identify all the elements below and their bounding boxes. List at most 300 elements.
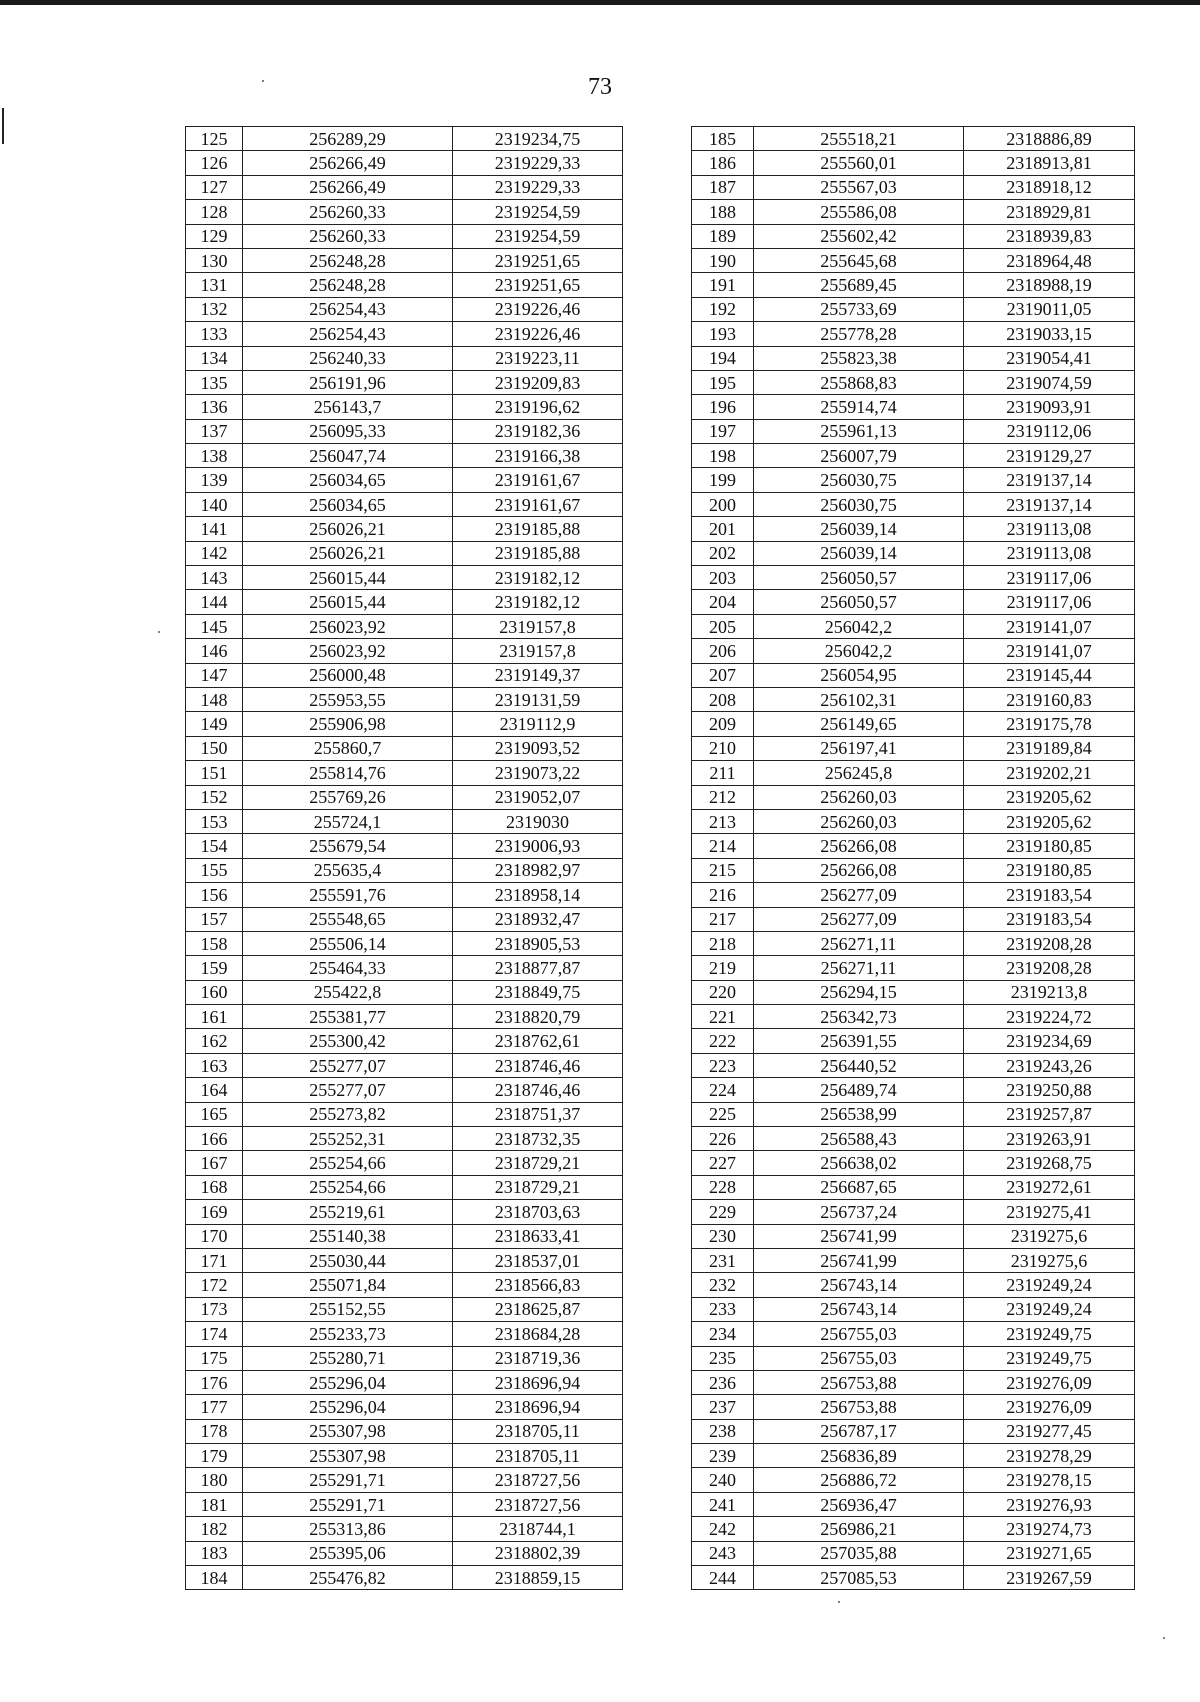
x-coordinate-cell: 256753,88 <box>754 1370 964 1394</box>
y-coordinate-cell: 2319202,21 <box>964 761 1135 785</box>
y-coordinate-cell: 2319141,07 <box>964 639 1135 663</box>
y-coordinate-cell: 2319249,24 <box>964 1273 1135 1297</box>
x-coordinate-cell: 256039,14 <box>754 517 964 541</box>
table-row <box>692 566 1135 590</box>
point-number-cell: 129 <box>186 224 243 248</box>
y-coordinate-cell: 2318762,61 <box>453 1029 623 1053</box>
y-coordinate-cell: 2319274,73 <box>964 1517 1135 1541</box>
table-row <box>186 1566 623 1590</box>
x-coordinate-cell: 256026,21 <box>243 517 453 541</box>
point-number-cell: 219 <box>692 956 754 980</box>
x-coordinate-cell: 256030,75 <box>754 492 964 516</box>
point-number-cell: 215 <box>692 858 754 882</box>
y-coordinate-cell: 2318684,28 <box>453 1322 623 1346</box>
point-number-cell: 154 <box>186 834 243 858</box>
y-coordinate-cell: 2319093,52 <box>453 736 623 760</box>
table-row <box>186 1102 623 1126</box>
x-coordinate-cell: 256000,48 <box>243 663 453 687</box>
table-row <box>692 809 1135 833</box>
point-number-cell: 231 <box>692 1248 754 1272</box>
point-number-cell: 237 <box>692 1395 754 1419</box>
point-number-cell: 180 <box>186 1468 243 1492</box>
y-coordinate-cell: 2318964,48 <box>964 248 1135 272</box>
y-coordinate-cell: 2319277,45 <box>964 1419 1135 1443</box>
x-coordinate-cell: 255291,71 <box>243 1492 453 1516</box>
y-coordinate-cell: 2319182,36 <box>453 419 623 443</box>
x-coordinate-cell: 256741,99 <box>754 1248 964 1272</box>
x-coordinate-cell: 255769,26 <box>243 785 453 809</box>
point-number-cell: 200 <box>692 492 754 516</box>
x-coordinate-cell: 255518,21 <box>754 127 964 151</box>
point-number-cell: 216 <box>692 883 754 907</box>
point-number-cell: 130 <box>186 248 243 272</box>
table-row <box>186 151 623 175</box>
x-coordinate-cell: 255591,76 <box>243 883 453 907</box>
y-coordinate-cell: 2319275,41 <box>964 1200 1135 1224</box>
point-number-cell: 229 <box>692 1200 754 1224</box>
x-coordinate-cell: 255277,07 <box>243 1078 453 1102</box>
point-number-cell: 241 <box>692 1492 754 1516</box>
x-coordinate-cell: 256102,31 <box>754 687 964 711</box>
table-row <box>692 541 1135 565</box>
y-coordinate-cell: 2319157,8 <box>453 614 623 638</box>
table-row <box>692 1566 1135 1590</box>
point-number-cell: 170 <box>186 1224 243 1248</box>
point-number-cell: 150 <box>186 736 243 760</box>
y-coordinate-cell: 2319268,75 <box>964 1151 1135 1175</box>
table-row <box>692 1029 1135 1053</box>
y-coordinate-cell: 2318705,11 <box>453 1419 623 1443</box>
x-coordinate-cell: 256007,79 <box>754 444 964 468</box>
table-row <box>186 1200 623 1224</box>
y-coordinate-cell: 2319113,08 <box>964 541 1135 565</box>
point-number-cell: 132 <box>186 297 243 321</box>
x-coordinate-cell: 256737,24 <box>754 1200 964 1224</box>
y-coordinate-cell: 2319117,06 <box>964 590 1135 614</box>
table-row <box>186 1078 623 1102</box>
y-coordinate-cell: 2318849,75 <box>453 980 623 1004</box>
point-number-cell: 230 <box>692 1224 754 1248</box>
y-coordinate-cell: 2319208,28 <box>964 956 1135 980</box>
y-coordinate-cell: 2319180,85 <box>964 834 1135 858</box>
x-coordinate-cell: 255961,13 <box>754 419 964 443</box>
y-coordinate-cell: 2318729,21 <box>453 1151 623 1175</box>
point-number-cell: 176 <box>186 1370 243 1394</box>
point-number-cell: 232 <box>692 1273 754 1297</box>
table-row <box>692 1224 1135 1248</box>
table-row <box>186 395 623 419</box>
x-coordinate-cell: 255254,66 <box>243 1175 453 1199</box>
x-coordinate-cell: 256054,95 <box>754 663 964 687</box>
y-coordinate-cell: 2319250,88 <box>964 1078 1135 1102</box>
x-coordinate-cell: 256391,55 <box>754 1029 964 1053</box>
x-coordinate-cell: 255273,82 <box>243 1102 453 1126</box>
y-coordinate-cell: 2319234,69 <box>964 1029 1135 1053</box>
point-number-cell: 225 <box>692 1102 754 1126</box>
x-coordinate-cell: 256787,17 <box>754 1419 964 1443</box>
x-coordinate-cell: 256149,65 <box>754 712 964 736</box>
y-coordinate-cell: 2319205,62 <box>964 809 1135 833</box>
table-row <box>186 1322 623 1346</box>
scan-speck <box>262 80 264 82</box>
point-number-cell: 235 <box>692 1346 754 1370</box>
x-coordinate-cell: 256753,88 <box>754 1395 964 1419</box>
y-coordinate-cell: 2319226,46 <box>453 297 623 321</box>
x-coordinate-cell: 256266,49 <box>243 151 453 175</box>
point-number-cell: 214 <box>692 834 754 858</box>
x-coordinate-cell: 257035,88 <box>754 1541 964 1565</box>
table-row <box>186 322 623 346</box>
y-coordinate-cell: 2319249,24 <box>964 1297 1135 1321</box>
y-coordinate-cell: 2318905,53 <box>453 931 623 955</box>
y-coordinate-cell: 2319160,83 <box>964 687 1135 711</box>
y-coordinate-cell: 2319275,6 <box>964 1224 1135 1248</box>
table-row <box>186 1541 623 1565</box>
x-coordinate-cell: 255679,54 <box>243 834 453 858</box>
table-row <box>692 395 1135 419</box>
coordinates-table-right <box>691 126 1135 1590</box>
y-coordinate-cell: 2318929,81 <box>964 200 1135 224</box>
x-coordinate-cell: 256015,44 <box>243 566 453 590</box>
y-coordinate-cell: 2319112,9 <box>453 712 623 736</box>
x-coordinate-cell: 256886,72 <box>754 1468 964 1492</box>
x-coordinate-cell: 256023,92 <box>243 639 453 663</box>
x-coordinate-cell: 256755,03 <box>754 1346 964 1370</box>
table-row <box>692 517 1135 541</box>
table-row <box>186 541 623 565</box>
table-row <box>692 834 1135 858</box>
table-row <box>186 175 623 199</box>
x-coordinate-cell: 256042,2 <box>754 614 964 638</box>
y-coordinate-cell: 2319182,12 <box>453 566 623 590</box>
table-row <box>692 663 1135 687</box>
point-number-cell: 137 <box>186 419 243 443</box>
point-number-cell: 187 <box>692 175 754 199</box>
point-number-cell: 204 <box>692 590 754 614</box>
x-coordinate-cell: 255868,83 <box>754 370 964 394</box>
y-coordinate-cell: 2318746,46 <box>453 1053 623 1077</box>
x-coordinate-cell: 255307,98 <box>243 1444 453 1468</box>
point-number-cell: 206 <box>692 639 754 663</box>
table-row <box>186 712 623 736</box>
x-coordinate-cell: 255906,98 <box>243 712 453 736</box>
table-row <box>692 1517 1135 1541</box>
table-row <box>186 566 623 590</box>
y-coordinate-cell: 2319254,59 <box>453 224 623 248</box>
table-row <box>692 1395 1135 1419</box>
y-coordinate-cell: 2318744,1 <box>453 1517 623 1541</box>
x-coordinate-cell: 256015,44 <box>243 590 453 614</box>
x-coordinate-cell: 256047,74 <box>243 444 453 468</box>
table-row <box>186 248 623 272</box>
y-coordinate-cell: 2319251,65 <box>453 248 623 272</box>
point-number-cell: 199 <box>692 468 754 492</box>
point-number-cell: 175 <box>186 1346 243 1370</box>
x-coordinate-cell: 256836,89 <box>754 1444 964 1468</box>
table-row <box>692 248 1135 272</box>
x-coordinate-cell: 256266,49 <box>243 175 453 199</box>
y-coordinate-cell: 2319234,75 <box>453 127 623 151</box>
x-coordinate-cell: 256143,7 <box>243 395 453 419</box>
y-coordinate-cell: 2318566,83 <box>453 1273 623 1297</box>
point-number-cell: 163 <box>186 1053 243 1077</box>
table-row <box>186 1005 623 1029</box>
y-coordinate-cell: 2319213,8 <box>964 980 1135 1004</box>
y-coordinate-cell: 2319276,09 <box>964 1370 1135 1394</box>
y-coordinate-cell: 2319131,59 <box>453 687 623 711</box>
y-coordinate-cell: 2318703,63 <box>453 1200 623 1224</box>
x-coordinate-cell: 257085,53 <box>754 1566 964 1590</box>
table-row <box>186 1248 623 1272</box>
y-coordinate-cell: 2319175,78 <box>964 712 1135 736</box>
x-coordinate-cell: 255733,69 <box>754 297 964 321</box>
x-coordinate-cell: 255476,82 <box>243 1566 453 1590</box>
table-row <box>692 127 1135 151</box>
x-coordinate-cell: 256095,33 <box>243 419 453 443</box>
x-coordinate-cell: 256489,74 <box>754 1078 964 1102</box>
point-number-cell: 133 <box>186 322 243 346</box>
x-coordinate-cell: 256240,33 <box>243 346 453 370</box>
table-row <box>186 419 623 443</box>
table-row <box>186 687 623 711</box>
table-row <box>692 1273 1135 1297</box>
point-number-cell: 158 <box>186 931 243 955</box>
table-row <box>692 956 1135 980</box>
y-coordinate-cell: 2319251,65 <box>453 273 623 297</box>
point-number-cell: 169 <box>186 1200 243 1224</box>
x-coordinate-cell: 256050,57 <box>754 590 964 614</box>
y-coordinate-cell: 2319249,75 <box>964 1322 1135 1346</box>
table-row <box>186 883 623 907</box>
y-coordinate-cell: 2319149,37 <box>453 663 623 687</box>
table-row <box>186 956 623 980</box>
point-number-cell: 217 <box>692 907 754 931</box>
point-number-cell: 226 <box>692 1127 754 1151</box>
y-coordinate-cell: 2319030 <box>453 809 623 833</box>
point-number-cell: 221 <box>692 1005 754 1029</box>
point-number-cell: 244 <box>692 1566 754 1590</box>
y-coordinate-cell: 2319161,67 <box>453 468 623 492</box>
y-coordinate-cell: 2319196,62 <box>453 395 623 419</box>
point-number-cell: 159 <box>186 956 243 980</box>
y-coordinate-cell: 2319129,27 <box>964 444 1135 468</box>
y-coordinate-cell: 2318746,46 <box>453 1078 623 1102</box>
point-number-cell: 222 <box>692 1029 754 1053</box>
x-coordinate-cell: 255953,55 <box>243 687 453 711</box>
table-row <box>186 809 623 833</box>
table-row <box>692 1297 1135 1321</box>
table-row <box>692 614 1135 638</box>
x-coordinate-cell: 256294,15 <box>754 980 964 1004</box>
x-coordinate-cell: 255724,1 <box>243 809 453 833</box>
point-number-cell: 178 <box>186 1419 243 1443</box>
y-coordinate-cell: 2318537,01 <box>453 1248 623 1272</box>
point-number-cell: 142 <box>186 541 243 565</box>
point-number-cell: 161 <box>186 1005 243 1029</box>
y-coordinate-cell: 2319074,59 <box>964 370 1135 394</box>
point-number-cell: 220 <box>692 980 754 1004</box>
point-number-cell: 140 <box>186 492 243 516</box>
table-row <box>186 1492 623 1516</box>
point-number-cell: 201 <box>692 517 754 541</box>
point-number-cell: 191 <box>692 273 754 297</box>
x-coordinate-cell: 256743,14 <box>754 1273 964 1297</box>
table-row <box>692 1151 1135 1175</box>
x-coordinate-cell: 256260,33 <box>243 200 453 224</box>
table-row <box>692 1346 1135 1370</box>
y-coordinate-cell: 2318932,47 <box>453 907 623 931</box>
point-number-cell: 203 <box>692 566 754 590</box>
table-row <box>186 1273 623 1297</box>
x-coordinate-cell: 256271,11 <box>754 931 964 955</box>
x-coordinate-cell: 255602,42 <box>754 224 964 248</box>
point-number-cell: 152 <box>186 785 243 809</box>
point-number-cell: 184 <box>186 1566 243 1590</box>
point-number-cell: 174 <box>186 1322 243 1346</box>
x-coordinate-cell: 256271,11 <box>754 956 964 980</box>
table-row <box>186 980 623 1004</box>
table-row <box>692 1419 1135 1443</box>
x-coordinate-cell: 255586,08 <box>754 200 964 224</box>
y-coordinate-cell: 2319271,65 <box>964 1541 1135 1565</box>
table-row <box>692 346 1135 370</box>
x-coordinate-cell: 256588,43 <box>754 1127 964 1151</box>
table-row <box>186 834 623 858</box>
y-coordinate-cell: 2319117,06 <box>964 566 1135 590</box>
table-row <box>186 1224 623 1248</box>
table-row <box>692 492 1135 516</box>
table-row <box>692 322 1135 346</box>
point-number-cell: 179 <box>186 1444 243 1468</box>
y-coordinate-cell: 2319263,91 <box>964 1127 1135 1151</box>
table-row <box>186 590 623 614</box>
point-number-cell: 190 <box>692 248 754 272</box>
y-coordinate-cell: 2319276,09 <box>964 1395 1135 1419</box>
point-number-cell: 210 <box>692 736 754 760</box>
point-number-cell: 228 <box>692 1175 754 1199</box>
x-coordinate-cell: 255381,77 <box>243 1005 453 1029</box>
table-row <box>186 1127 623 1151</box>
point-number-cell: 240 <box>692 1468 754 1492</box>
point-number-cell: 131 <box>186 273 243 297</box>
y-coordinate-cell: 2319112,06 <box>964 419 1135 443</box>
point-number-cell: 134 <box>186 346 243 370</box>
y-coordinate-cell: 2318696,94 <box>453 1395 623 1419</box>
table-row <box>692 785 1135 809</box>
table-row <box>186 370 623 394</box>
x-coordinate-cell: 256248,28 <box>243 273 453 297</box>
x-coordinate-cell: 256289,29 <box>243 127 453 151</box>
y-coordinate-cell: 2319208,28 <box>964 931 1135 955</box>
table-row <box>692 1541 1135 1565</box>
point-number-cell: 164 <box>186 1078 243 1102</box>
table-row <box>186 639 623 663</box>
table-row <box>692 761 1135 785</box>
x-coordinate-cell: 255219,61 <box>243 1200 453 1224</box>
point-number-cell: 128 <box>186 200 243 224</box>
point-number-cell: 172 <box>186 1273 243 1297</box>
x-coordinate-cell: 256936,47 <box>754 1492 964 1516</box>
x-coordinate-cell: 256191,96 <box>243 370 453 394</box>
y-coordinate-cell: 2318886,89 <box>964 127 1135 151</box>
y-coordinate-cell: 2319267,59 <box>964 1566 1135 1590</box>
table-row <box>692 151 1135 175</box>
x-coordinate-cell: 255254,66 <box>243 1151 453 1175</box>
table-row <box>692 931 1135 955</box>
table-row <box>186 761 623 785</box>
point-number-cell: 223 <box>692 1053 754 1077</box>
x-coordinate-cell: 256638,02 <box>754 1151 964 1175</box>
point-number-cell: 160 <box>186 980 243 1004</box>
x-coordinate-cell: 256197,41 <box>754 736 964 760</box>
x-coordinate-cell: 256743,14 <box>754 1297 964 1321</box>
point-number-cell: 153 <box>186 809 243 833</box>
x-coordinate-cell: 256687,65 <box>754 1175 964 1199</box>
y-coordinate-cell: 2318732,35 <box>453 1127 623 1151</box>
scan-speck <box>838 1601 840 1603</box>
point-number-cell: 193 <box>692 322 754 346</box>
point-number-cell: 181 <box>186 1492 243 1516</box>
x-coordinate-cell: 255252,31 <box>243 1127 453 1151</box>
table-row <box>692 175 1135 199</box>
table-row <box>692 273 1135 297</box>
y-coordinate-cell: 2319011,05 <box>964 297 1135 321</box>
x-coordinate-cell: 255296,04 <box>243 1370 453 1394</box>
y-coordinate-cell: 2318696,94 <box>453 1370 623 1394</box>
point-number-cell: 233 <box>692 1297 754 1321</box>
table-row <box>692 468 1135 492</box>
point-number-cell: 125 <box>186 127 243 151</box>
x-coordinate-cell: 256986,21 <box>754 1517 964 1541</box>
y-coordinate-cell: 2319166,38 <box>453 444 623 468</box>
table-row <box>186 273 623 297</box>
y-coordinate-cell: 2319278,29 <box>964 1444 1135 1468</box>
point-number-cell: 157 <box>186 907 243 931</box>
point-number-cell: 143 <box>186 566 243 590</box>
table-row <box>186 614 623 638</box>
y-coordinate-cell: 2318982,97 <box>453 858 623 882</box>
point-number-cell: 195 <box>692 370 754 394</box>
point-number-cell: 212 <box>692 785 754 809</box>
table-row <box>692 712 1135 736</box>
scan-speck <box>158 631 160 633</box>
table-row <box>186 444 623 468</box>
x-coordinate-cell: 255300,42 <box>243 1029 453 1053</box>
point-number-cell: 236 <box>692 1370 754 1394</box>
point-number-cell: 239 <box>692 1444 754 1468</box>
point-number-cell: 151 <box>186 761 243 785</box>
y-coordinate-cell: 2319185,88 <box>453 541 623 565</box>
x-coordinate-cell: 256042,2 <box>754 639 964 663</box>
table-row <box>186 1346 623 1370</box>
point-number-cell: 202 <box>692 541 754 565</box>
y-coordinate-cell: 2319254,59 <box>453 200 623 224</box>
x-coordinate-cell: 256034,65 <box>243 468 453 492</box>
y-coordinate-cell: 2319052,07 <box>453 785 623 809</box>
x-coordinate-cell: 256260,33 <box>243 224 453 248</box>
point-number-cell: 218 <box>692 931 754 955</box>
y-coordinate-cell: 2318625,87 <box>453 1297 623 1321</box>
y-coordinate-cell: 2319137,14 <box>964 492 1135 516</box>
point-number-cell: 173 <box>186 1297 243 1321</box>
table-row <box>186 297 623 321</box>
y-coordinate-cell: 2318939,83 <box>964 224 1135 248</box>
table-row <box>186 346 623 370</box>
x-coordinate-cell: 255030,44 <box>243 1248 453 1272</box>
x-coordinate-cell: 256342,73 <box>754 1005 964 1029</box>
table-row <box>186 1444 623 1468</box>
y-coordinate-cell: 2318988,19 <box>964 273 1135 297</box>
